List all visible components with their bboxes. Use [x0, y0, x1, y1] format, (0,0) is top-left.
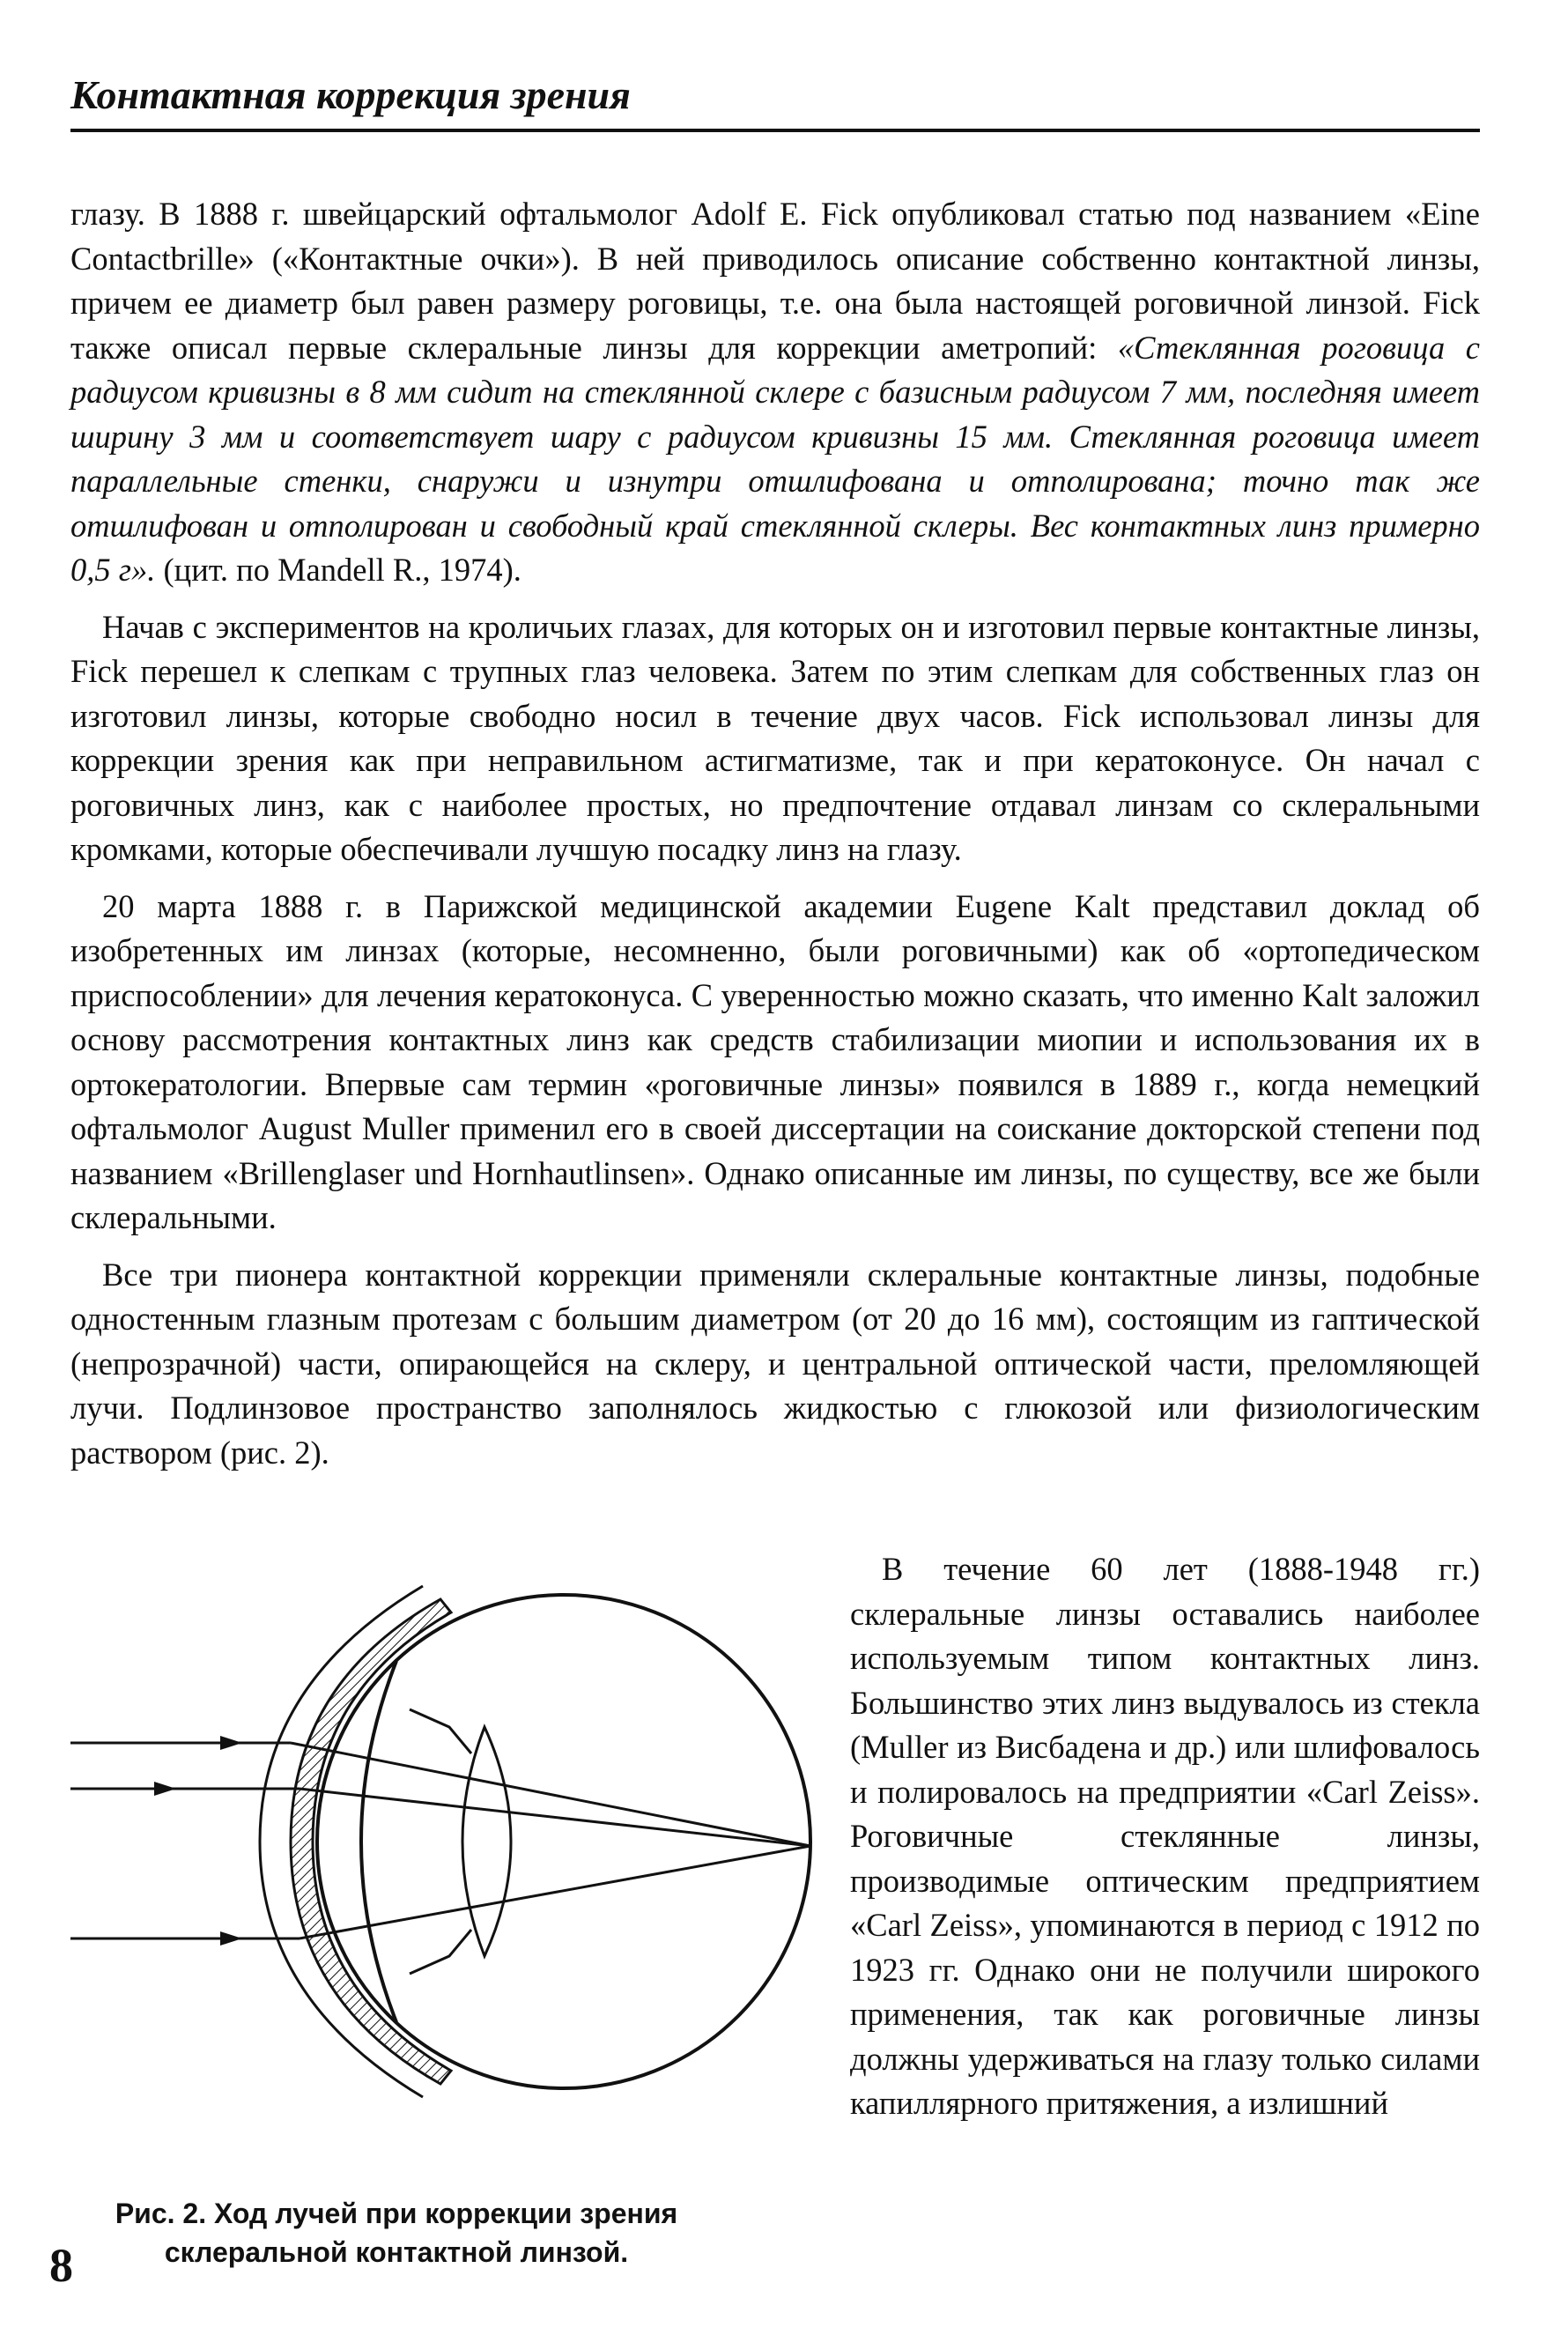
- iris-upper: [410, 1709, 471, 1753]
- paragraph-3: 20 марта 1888 г. в Парижской медицинской академии Eugene Kalt представил доклад об изобретенных им линзах (которые, несомненно, были роговичными) как об «ортопедическом приспособлении» для лечения кератоконуса. С уверенностью можно сказать, что именно Kalt заложил основу рассмотрения контактных линз как средств стабилизации миопии и использования их в ортокератологии. Впервые сам термин «роговичные линзы» появился в 1889 г., когда немецкий офтальмолог August Muller применил его в своей диссертации на соискание докторской степени под названием «Brillenglaser und Hornhautlinsen». Однако описанные им линзы, по существу, все же были склеральными.: [70, 887, 1480, 1235]
- refracted-ray-middle: [300, 1789, 810, 1846]
- paragraph-4: Все три пионера контактной коррекции применяли склеральные контактные линзы, подобные одностенным глазным протезам с большим диаметром (от 20 до 16 мм), состоящим из гаптической (непрозрачной) части, опирающейся на склеру, и центральной оптической части, преломляющей лучи. Подлинзовое пространство заполнялось жидкостью с глюкозой или физиологическим раствором (рис. 2).: [70, 1256, 1480, 1471]
- eye-diagram-figure: [70, 1551, 828, 2150]
- ray-top-arrow: [220, 1736, 242, 1750]
- caption-line-1: Рис. 2. Ход лучей при коррекции зрения: [115, 2198, 678, 2229]
- figure-caption: [62, 2194, 731, 2272]
- page-number: 8: [49, 2239, 73, 2292]
- ray-middle-arrow: [154, 1782, 176, 1796]
- paragraph-2: Начав с экспериментов на кроличьих глазах, для которых он и изготовил первые контактные линзы, Fick перешел к слепкам с трупных глаз человека. Затем по этим слепкам для собственных глаз он изготовил линзы, которые свободно носил в течение двух часов. Fick использовал линзы для коррекции зрения как при неправильном астигматизме, так и при кератоконусе. Он начал с роговичных линз, как с наиболее простых, но предпочтение отдавал линзам со склеральными кромками, которые обеспечивали лучшую посадку линз на глазу.: [70, 608, 1480, 867]
- right-column-text: [850, 1547, 1480, 2126]
- eye-lens-ray-diagram: [70, 1551, 828, 2150]
- scleral-contact-lens: [291, 1599, 451, 2084]
- refracted-ray-bottom: [300, 1846, 810, 1938]
- lens-outer-edge: [260, 1586, 423, 2097]
- fick-quote: «Стеклянная роговица с радиусом кривизны в 8 мм сидит на стеклянной склере с базисным радиусом 7 мм, последняя имеет ширину 3 мм и соответствует шару с радиусом кривизны 15 мм. Стеклянная роговица имеет параллельные стенки, снаружи и изнутри отшлифована и отполирована; точно так же отшлифован и отполирован и свободный край стеклянной склеры. Вес контактных линз примерно 0,5 г».: [70, 329, 1480, 588]
- paragraph-5: В течение 60 лет (1888-1948 гг.) склеральные линзы оставались наиболее используемым типом контактных линз. Большинство этих линз выдувалось из стекла (Muller из Висбадена и др.) или шлифовалось и полировалось на предприятии «Carl Zeiss». Роговичные стеклянные линзы, производимые оптическим предприятием «Carl Zeiss», упоминаются в период с 1912 по 1923 гг. Однако они не получили широкого применения, так как роговичные линзы должны удерживаться на глазу только силами капиллярного притяжения, а излишний: [850, 1551, 1480, 2121]
- paragraph-1-text: глазу. В 1888 г. швейцарский офтальмолог Adolf E. Fick опубликовал статью под названием «Eine Contactbrille» («Контактные очки»). В ней приводилось описание собственно контактной линзы, причем ее диаметр был равен размеру роговицы, т.е. она была настоящей роговичной линзой. Fick также описал первые склеральные линзы для коррекции аметропий:: [70, 196, 1480, 366]
- citation: (цит. по Mandell R., 1974).: [155, 552, 521, 588]
- main-text: [70, 192, 1480, 1487]
- running-header: Контактная коррекция зрения: [70, 72, 631, 117]
- iris-lower: [410, 1930, 471, 1974]
- cornea-outline: [361, 1661, 396, 2022]
- ray-bottom-arrow: [220, 1931, 242, 1946]
- caption-line-2: склеральной контактной линзой.: [164, 2236, 629, 2268]
- refracted-ray-top: [291, 1743, 810, 1846]
- paragraph-1: [70, 192, 1480, 593]
- eyeball-outline: [317, 1595, 810, 2088]
- header-rule: [70, 129, 1480, 132]
- crystalline-lens: [462, 1727, 511, 1956]
